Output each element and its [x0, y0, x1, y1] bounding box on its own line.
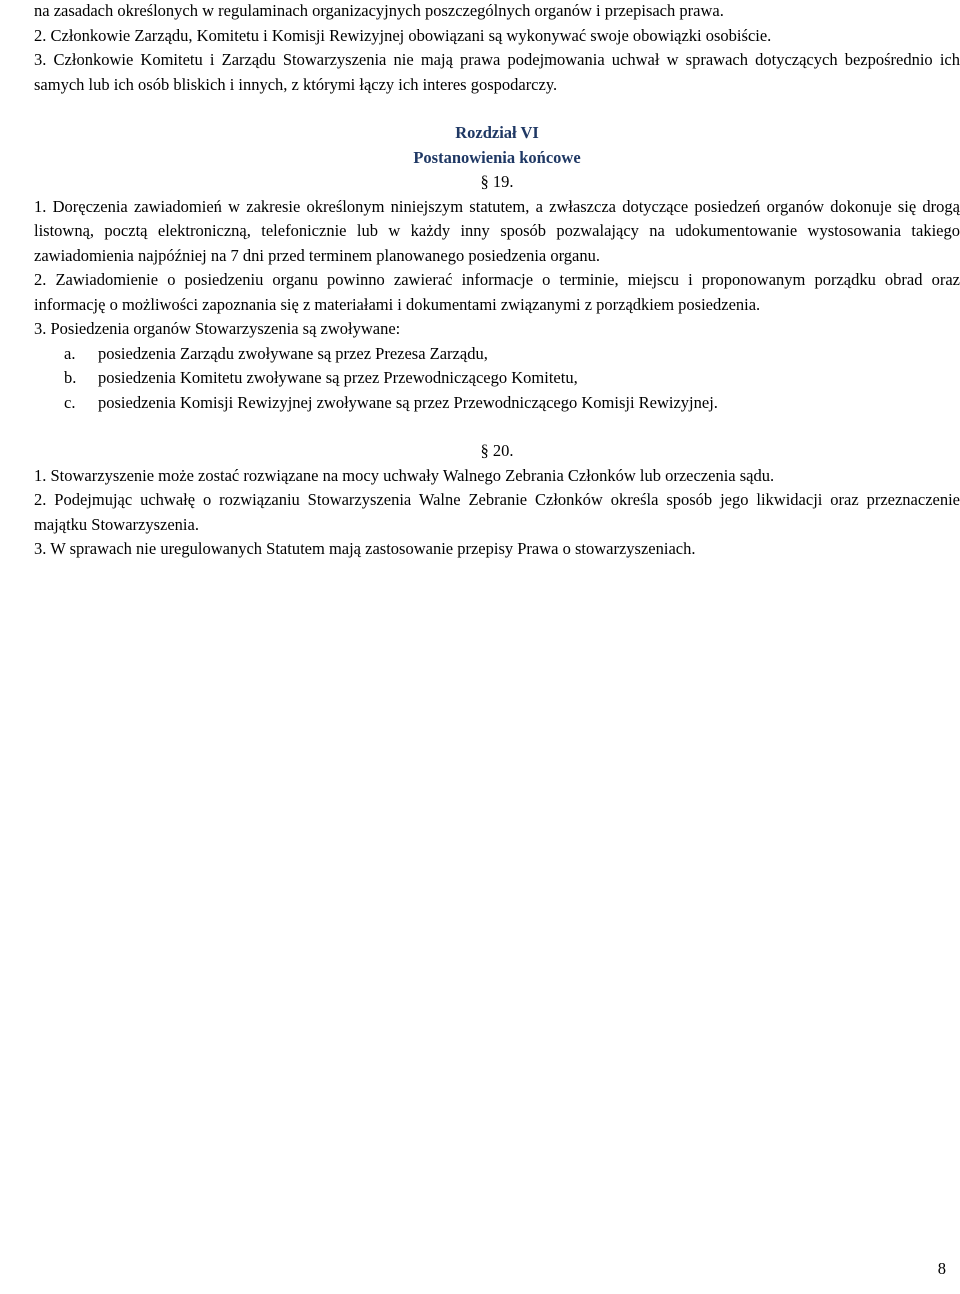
sec19-subitem-c: [34, 391, 960, 416]
item-number: 1.: [34, 465, 47, 485]
item-text: Członkowie Komitetu i Zarządu Stowarzyszenia nie mają prawa podejmowania uchwał w sprawach dotyczących bezpośrednio ich samych lub ich osób bliskich i innych, z którymi łączy ich interes gospodarczy.: [34, 50, 960, 94]
item-text: Doręczenia zawiadomień w zakresie określonym niniejszym statutem, a zwłaszcza dotyczące posiedzeń organów dokonuje się drogą listowną, pocztą elektroniczną, telefonicznie lub w każdy inny sposób pozwalający na udokumentowanie wystosowania takiego zawiadomienia najpóźniej na 7 dni przed terminem planowanego posiedzenia organu.: [34, 196, 960, 265]
item-number: 3.: [34, 50, 47, 69]
subitem-label: b.: [64, 368, 77, 387]
item-number: 2.: [34, 490, 47, 509]
subitem-text: posiedzenia Komisji Rewizyjnej zwoływane są przez Przewodniczącego Komisji Rewizyjnej.: [98, 392, 718, 412]
sec19-item-2: [34, 268, 960, 317]
item-text: Stowarzyszenie może zostać rozwiązane na mocy uchwały Walnego Zebrania Członków lub orzeczenia sądu.: [50, 465, 775, 485]
page-number: 8: [937, 1259, 946, 1278]
subitem-text: posiedzenia Zarządu zwoływane są przez Prezesa Zarządu,: [98, 343, 488, 363]
sec19-subitem-a: [34, 342, 960, 367]
sec19-item-3: [34, 317, 960, 342]
item-text: W sprawach nie uregulowanych Statutem mają zastosowanie przepisy Prawa o stowarzyszeniach.: [50, 539, 696, 558]
spacer: [34, 415, 960, 439]
sec20-item-3: [34, 537, 960, 562]
item-text: Zawiadomienie o posiedzeniu organu powinno zawierać informacje o terminie, miejscu i proponowanym porządku obrad oraz informację o możliwości zapoznania się z materiałami i dokumentami związanymi z porządkiem posiedzenia.: [34, 270, 960, 314]
item-number: 3.: [34, 539, 47, 558]
chapter-subtitle: Postanowienia końcowe: [413, 147, 581, 167]
spacer: [34, 97, 960, 121]
item-text: Członkowie Zarządu, Komitetu i Komisji Rewizyjnej obowiązani są wykonywać swoje obowiązki osobiście.: [50, 25, 772, 45]
item-text: Posiedzenia organów Stowarzyszenia są zwoływane:: [50, 319, 401, 338]
subitem-label: a.: [64, 343, 76, 363]
chapter-title: Rozdział VI: [455, 123, 539, 142]
sec20-item-2: [34, 488, 960, 537]
intro-line: na zasadach określonych w regulaminach organizacyjnych poszczególnych organów i przepisach prawa.: [34, 1, 724, 20]
section-20-heading: § 20.: [480, 441, 514, 460]
item-text: Podejmując uchwałę o rozwiązaniu Stowarzyszenia Walne Zebranie Członków określa sposób jego likwidacji oraz przeznaczenie majątku Stowarzyszenia.: [34, 490, 960, 534]
sec19-subitem-b: [34, 366, 960, 391]
subitem-label: c.: [64, 392, 76, 412]
item-number: 2.: [34, 270, 47, 289]
sec19-item-1: [34, 195, 960, 269]
item-number: 3.: [34, 319, 47, 338]
section-19-heading: § 19.: [480, 172, 514, 191]
subitem-text: posiedzenia Komitetu zwoływane są przez Przewodniczącego Komitetu,: [98, 368, 578, 387]
sec20-item-1: [34, 464, 960, 489]
document-page: [34, 0, 960, 562]
item-number: 1.: [34, 196, 47, 216]
prev-item-2: [34, 24, 960, 49]
item-number: 2.: [34, 25, 47, 45]
prev-item-3: [34, 48, 960, 97]
